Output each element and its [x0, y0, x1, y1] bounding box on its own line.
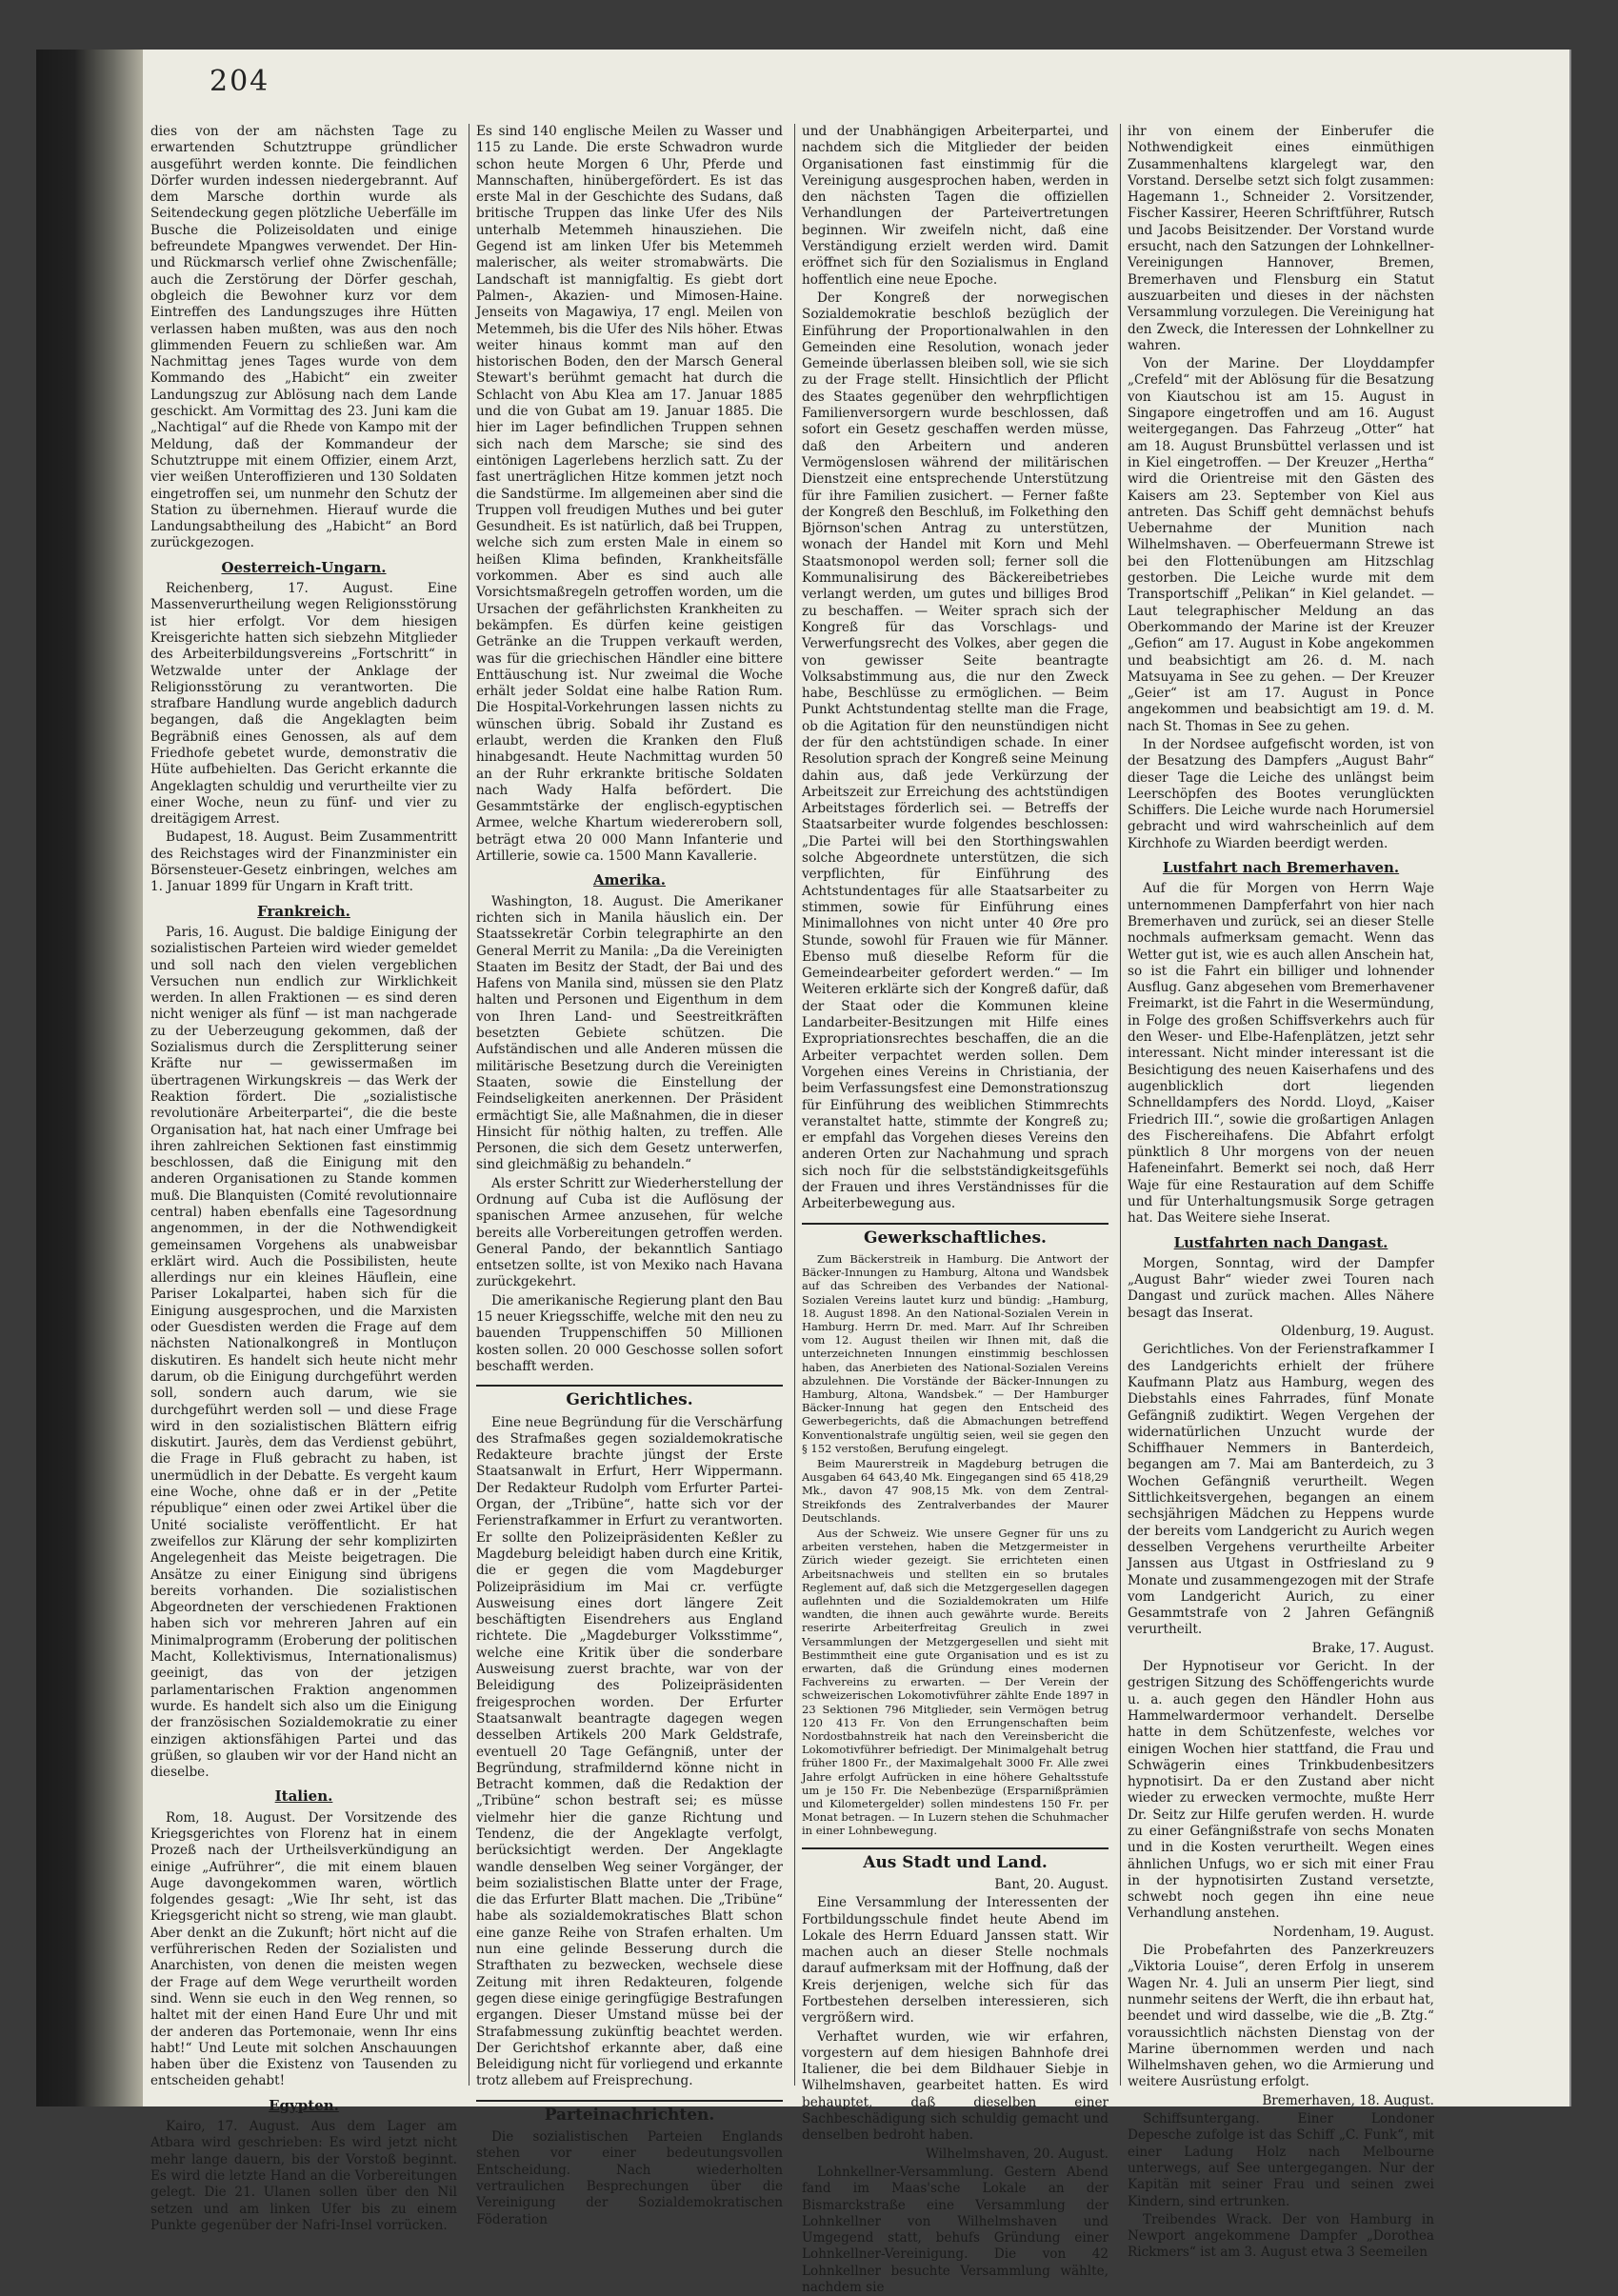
- article-text: Gerichtliches. Von der Ferienstrafkammer I des Landgerichts erhielt der frühere Kaufmann Platz aus Hamburg, wegen des Diebstahls eines Fahrrades, fünf Monate Gefängniß zudiktirt. Wegen Vergehen der widernatürlichen Unzucht wurde der Schiffhauer Nemmers in Banterdeich, begangen am 7. Mai am Banterdeich, zu 3 Wochen Gefängniß verurtheilt. Wegen Sittlichkeitsvergehen, begangen an einem sechsjährigen Mädchen zu Heppens wurde der bereits vom Landgericht zu Aurich wegen desselben Vergehens verurtheilte Arbeiter Janssen aus Utgast in Ostfriesland zu 9 Monate und zusammengezogen mit der Strafe vom Landgericht Aurich, zu einer Gesammtstrafe von 2 Jahren Gefängniß verurtheilt.: [1128, 1342, 1434, 1638]
- article-text: Eine Versammlung der Interessenten der Fortbildungsschule findet heute Abend im Lokale des Herrn Eduard Janssen statt. Wir machen auch an dieser Stelle nochmals darauf aufmerksam mit der Hoffnung, daß der Kreis derjenigen, welche sich für das Fortbestehen derselben interessieren, sich vergrößern wird.: [802, 1895, 1109, 2026]
- newspaper-page: [143, 50, 1571, 2296]
- dateline: Brake, 17. August.: [1311, 1640, 1434, 1656]
- article-text: dies von der am nächsten Tage zu erwartenden Schutztruppe gründlicher ausgeführt werden konnte. Die feindlichen Dörfer wurden indessen niedergebrannt. Auf dem Marsche dorthin wurde als Seitendeckung gegen plötzliche Ueberfälle im Busche die Polizeisoldaten und einige befreundete Mpangwes verwendet. Der Hin- und Rückmarsch verlief ohne Zwischenfälle; auch die Zerstörung der Dörfer geschah, obgleich die Bewohner kurz vor dem Eintreffen des Landungszuges ihre Hütten verlassen haben mußten, was aus den noch glimmenden Feuern zu schließen war. Am Nachmittag jenes Tages wurde von dem Kommando des „Habicht“ ein zweiter Landungszug zur Ablösung nach dem Lande geschickt. Am Vormittag des 23. Juni kam die „Nachtigal“ auf die Rhede von Kampo mit der Meldung, daß der Kommandeur der Schutztruppe mit einem Offizier, einem Arzt, vier weißen Unteroffizieren und 130 Soldaten eingetroffen sei, um nunmehr den Schutz der Station zu übernehmen. Hierauf wurde die Landungsabtheilung des „Habicht“ an Bord zurückgezogen.: [150, 124, 457, 551]
- article-text: Verhaftet wurden, wie wir erfahren, vorgestern auf dem hiesigen Bahnhofe drei Italiener, die bei dem Bildhauer Siebje in Wilhelmshaven, gearbeitet hatten. Es wird behauptet, daß dieselben einer Sachbeschädigung sich schuldig gemacht und denselben bedroht haben.: [802, 2028, 1109, 2144]
- article-text: Washington, 18. August. Die Amerikaner richten sich in Manila häuslich ein. Der Staatssekretär Corbin telegraphirte an den General Merrit zu Manila: „Da die Vereinigten Staaten im Besitz der Stadt, der Bai und des Hafens von Manila sind, müssen sie den Platz halten und Personen und Eigenthum in dem von Ihren Land- und Seestreitkräften besetzten Gebiete schützen. Die Aufständischen und alle Anderen müssen die militärische Besetzung durch die Vereinigten Staaten, sowie die Einstellung der Feindseligkeiten anerkennen. Der Präsident ermächtigt Sie, alle Maßnahmen, die in dieser Hinsicht für nöthig halten, zu treffen. Alle Personen, die sich dem Gesetz unterwerfen, sind gleichmäßig zu behandeln.“: [476, 893, 783, 1173]
- article-text: Es sind 140 englische Meilen zu Wasser und 115 zu Lande. Die erste Schwadron wurde schon heute Morgen 6 Uhr, Pferde und Mannschaften, hinübergefördert. Es ist das erste Mal in der Geschichte des Sudans, daß britische Truppen das linke Ufer des Nils unterhalb Metemmeh hinausziehen. Die Gegend ist am linken Ufer bis Metemmeh malerischer, als weiter stromabwärts. Die Landschaft ist mannigfaltig. Es giebt dort Palmen-, Akazien- und Mimosen-Haine. Jenseits von Magawiya, 17 engl. Meilen von Metemmeh, bis die Ufer des Nils höher. Etwas weiter hinaus kommt man auf den historischen Boden, den der Marsch General Stewart's berühmt gemacht hat durch die Schlacht von Abu Klea am 17. Januar 1885 und die von Gubat am 19. Januar 1885. Die hier im Lager befindlichen Truppen sehnen sich nach dem Marsche; sie sind des eintönigen Lagerlebens herzlich satt. Zu der fast unerträglichen Hitze kommen jetzt noch die Sandstürme. Im allgemeinen aber sind die Truppen voll freudigen Muthes und bei guter Gesundheit. Es ist natürlich, daß bei Truppen, welche sich zum ersten Male in einem so heißen Klima befinden, Krankheitsfälle vorkommen. Aber es sind auch alle Vorsichtsmaßregeln getroffen worden, um die Ursachen der gefährlichsten Krankheiten zu bekämpfen. Es dürfen keine geistigen Getränke an die Truppen verkauft werden, was für die griechischen Händler eine bittere Enttäuschung ist. Nur zweimal die Woche erhält jeder Soldat eine halbe Ration Rum. Die Hospital-Vorkehrungen lassen nichts zu wünschen übrig. Sobald ihr Zustand es erlaubt, werden die Kranken den Fluß hinabgesandt. Heute Nachmittag wurden 50 an der Ruhr erkrankte britische Soldaten nach Wady Halfa befördert. Die Gesammtstärke der englisch-egyptischen Armee, welche Khartum wiedererobern soll, beträgt etwa 20 000 Mann Infanterie und Artillerie, sowie ca. 1500 Mann Kavallerie.: [476, 124, 783, 865]
- section-heading: Lustfahrten nach Dangast.: [1173, 1233, 1388, 1251]
- section-heading: Gewerkschaftliches.: [802, 1223, 1109, 1247]
- article-text: Schiffsuntergang. Einer Londoner Depesche zufolge ist das Schiff „C. Funk“, mit einer Ladung Holz nach Melbourne unterwegs, auf See untergegangen. Nur der Kapitän mit seiner Frau und seinen zwei Kindern, sind ertrunken.: [1128, 2111, 1434, 2209]
- article-text: Die amerikanische Regierung plant den Bau 15 neuer Kriegsschiffe, welche mit den neu zu bauenden Truppenschiffen 50 Millionen kosten sollen. 20 000 Geschosse sollen sofort beschafft werden.: [476, 1292, 783, 1374]
- column-3: [802, 124, 1109, 2296]
- dateline: Bremerhaven, 18. August.: [1262, 2092, 1434, 2108]
- article-text: ihr von einem der Einberufer die Nothwendigkeit eines einmüthigen Zusammenhaltens klargelegt war, den Vorstand. Derselbe setzt sich folgt zusammen: Hagemann 1., Schneider 2. Vorsitzender, Fischer Kassirer, Heeren Schriftführer, Rutsch und Jacobs Beisitzender. Der Vorstand wurde ersucht, nach den Satzungen der Lohnkellner-Vereinigungen Hannover, Bremen, Bremerhaven und Flensburg ein Statut auszuarbeiten und dieses in der nächsten Versammlung vorzulegen. Die Vereinigung hat den Zweck, die Interessen der Lohnkellner zu wahren.: [1128, 124, 1434, 353]
- section-heading: Gerichtliches.: [476, 1385, 783, 1408]
- article-text: Rom, 18. August. Der Vorsitzende des Kriegsgerichtes von Florenz hat in einem Prozeß nach der Urtheilsverkündigung an einige „Aufrührer“, die mit einem blauen Auge davongekommen waren, wörtlich folgendes gesagt: „Wie Ihr seht, ist das Kriegsgericht nicht so streng, wie man glaubt. Aber denkt an die Zukunft; hört nicht auf die verführerischen Reden der Sozialisten und Anarchisten, von denen die meisten wegen der Frage auf dem Wege verurtheilt worden sind. Wenn sie euch in den Weg rennen, so haltet mit der einen Hand Eure Uhr und mit der anderen das Portemonaie, wenn Ihr eins habt!“ Und Leute mit solchen Anschauungen haben über die Existenz von Tausenden zu entscheiden gehabt!: [150, 1809, 457, 2089]
- book-binding-edge: [36, 50, 146, 2106]
- article-text: In der Nordsee aufgefischt worden, ist von der Besatzung des Dampfers „August Bahr“ dieser Tage die Leiche des unlängst beim Leerschöpfen des Bootes verunglückten Schiffers. Die Leiche wurde nach Horumersiel gebracht und wird wahrscheinlich auf dem Kirchhofe zu Wiarden beerdigt werden.: [1128, 736, 1434, 851]
- article-text: Treibendes Wrack. Der von Hamburg in Newport angekommene Dampfer „Dorothea Rickmers“ ist am 3. August etwa 3 Seemeilen: [1128, 2211, 1434, 2261]
- article-text: Aus der Schweiz. Wie unsere Gegner für uns zu arbeiten verstehen, haben die Metzgermeister in Zürich wieder gezeigt. Sie errichteten einen Arbeitsnachweis und stellten ein so brutales Reglement auf, daß sich die Metzgergesellen dagegen auflehnten und die Sozialdemokraten um Hilfe wandten, die ihnen auch gewährte wurde. Bereits reserirte Arbeiterfreitag Greulich in zwei Versammlungen der Metzgergesellen und sieht mit Bestimmtheit eine gute Organisation und es ist zu erwarten, daß die Gründung eines modernen Fachvereins zu erwarten. — Der Verein der schweizerischen Lokomotivführer zählte Ende 1897 in 23 Sektionen 796 Mitglieder, sein Vermögen betrug 120 413 Fr. Von den Errungenschaften beim Nordostbahnstreik hat nach den Vereinsbericht die Lokomotivführer befriedigt. Der Minimalgehalt betrug früher 1800 Fr., der Maximalgehalt 3000 Fr. Alle zwei Jahre erfolgt Aufrücken in eine höhere Gehaltsstufe um je 150 Fr. Die Nebenbezüge (Ersparnißprämien und Kilometergelder) sollen mindestens 150 Fr. per Monat betragen. — In Luzern stehen die Schuhmacher in einer Lohnbewegung.: [802, 1526, 1109, 1838]
- article-text: Paris, 16. August. Die baldige Einigung der sozialistischen Parteien wird wieder gemeldet und soll nach den vielen vergeblichen Versuchen nun endlich zur Wirklichkeit werden. In allen Fraktionen — es sind deren nicht weniger als fünf — ist man nachgerade zu der Ueberzeugung gekommen, daß der Sozialismus durch die Zersplitterung seiner Kräfte nur — gewissermaßen im übertragenen Wirkungskreis — das Werk der Reaktion fördert. Die „sozialistische revolutionäre Arbeiterpartei“, die die beste Organisation hat, hat nach einer Umfrage bei ihren zahlreichen Sektionen fast einstimmig beschlossen, daß die Einigung mit den anderen Organisationen zu Stande kommen muß. Die Blanquisten (Comité revolutionnaire central) haben ebenfalls eine Tagesordnung angenommen, in der die Nothwendigkeit gemeinsamen Vorgehens als unabweisbar erklärt wird. Auch die Possibilisten, heute allerdings nur ein kleines Häuflein, eine Pariser Lokalpartei, haben sich für die Einigung ausgesprochen, und die Marxisten oder Guesdisten werden die Frage auf dem nächsten Nationalkongreß in Montluçon diskutiren. Es handelt sich heute nicht mehr darum, ob die Einigung durchgeführt werden soll, sondern auch darum, wie sie durchgeführt werden soll — und diese Frage wird in den sozialistischen Blättern eifrig diskutirt. Jaurès, dem das Verdienst gebührt, die Frage in Fluß gebracht zu haben, ist unermüdlich in der Debatte. Es vergeht kaum eine Woche, ohne daß er in der „Petite république“ einen oder zwei Artikel über die Unité socialiste veröffentlicht. Er hat zweifellos zur Klärung der sehr komplizirten Angelegenheit das Meiste beigetragen. Die Ansätze zu einer Einigung sind übrigens bereits vorhanden. Die sozialistischen Abgeordneten der verschiedenen Fraktionen haben sich vor mehreren Jahren auf ein Minimalprogramm (Eroberung der politischen Macht, Kollektivismus, Internationalismus) geeinigt, das von der jetzigen parlamentarischen Fraktion angenommen wurde. Es handelt sich also um die Einigung der französischen Sozialdemokratie zu einer einzigen aktionsfähigen Partei und das grüßen, so glauben wir vor der Hand nicht an dieselbe.: [150, 924, 457, 1781]
- article-text: Zum Bäckerstreik in Hamburg. Die Antwort der Bäcker-Innungen zu Hamburg, Altona und Wandsbek auf das Schreiben des Verbandes der National-Sozialen Vereins lautet kurz und bündig: „Hamburg, 18. August 1898. An den National-Sozialen Verein in Hamburg. Herrn Dr. med. Marr. Auf Ihr Schreiben vom 12. August theilen wir Ihnen mit, daß die unterzeichneten Innungen einstimmig beschlossen haben, das Anerbieten des National-Sozialen Vereins abzulehnen. Die Vorstände der Bäcker-Innungen zu Hamburg, Altona, Wandsbek.“ — Der Hamburger Bäcker-Innung hat gegen den Entscheid des Gewerbegerichts, daß die Abmachungen betreffend Konventionalstrafe ungültig seien, weil sie gegen den § 152 verstoßen, Berufung eingelegt.: [802, 1251, 1109, 1455]
- article-text: Als erster Schritt zur Wiederherstellung der Ordnung auf Cuba ist die Auflösung der spanischen Armee anzusehen, für welche bereits alle Vorbereitungen getroffen werden. General Pando, der bekanntlich Santiago entsetzen sollte, ist von Mexiko nach Havana zurückgekehrt.: [476, 1175, 783, 1290]
- article-text: Lohnkellner-Versammlung. Gestern Abend fand im Maas'sche Lokale an der Bismarckstraße eine Versammlung der Lohnkellner von Wilhelmshaven und Umgegend statt, behufs Gründung einer Lohnkellner-Vereinigung. Die von 42 Lohnkellner besuchte Versammlung wählte, nachdem sie: [802, 2164, 1109, 2296]
- section-heading: Aus Stadt und Land.: [802, 1847, 1109, 1871]
- article-text: Reichenberg, 17. August. Eine Massenverurtheilung wegen Religionsstörung ist hier erfolgt. Vor dem hiesigen Kreisgerichte hatten sich siebzehn Mitglieder des Arbeiterbildungsvereins „Fortschritt“ in Wetzwalde unter der Anklage der Religionsstörung zu verantworten. Die strafbare Handlung wurde angeblich dadurch begangen, daß die Angeklagten beim Begräbniß eines Genossen, als auf dem Friedhofe gebetet wurde, demonstrativ die Hüte aufbehielten. Das Gericht erkannte die Angeklagten schuldig und verurtheilte vier zu einer Woche, neun zu fünf- und vier zu dreitägigem Arrest.: [150, 581, 457, 828]
- dateline: Oldenburg, 19. August.: [1280, 1324, 1434, 1340]
- dateline: Nordenham, 19. August.: [1272, 1924, 1434, 1940]
- article-text: Die sozialistischen Parteien Englands stehen vor einer bedeutungsvollen Entscheidung. Nach wiederholten vertraulichen Besprechungen über die Vereinigung der Sozialdemokratischen Föderation: [476, 2129, 783, 2227]
- column-2: [476, 124, 783, 2227]
- page-number: 204: [210, 65, 270, 98]
- article-text: Budapest, 18. August. Beim Zusammentritt des Reichstages wird der Finanzminister ein Börsensteuer-Gesetz einbringen, welches am 1. Januar 1899 für Ungarn in Kraft tritt.: [150, 829, 457, 895]
- article-text: Beim Maurerstreik in Magdeburg betrugen die Ausgaben 64 643,40 Mk. Eingegangen sind 65 418,29 Mk., davon 47 908,15 Mk. von dem Zentral-Streikfonds des Zentralverbandes der Maurer Deutschlands.: [802, 1456, 1109, 1525]
- section-heading: Egypten.: [269, 2096, 339, 2114]
- section-heading: Italien.: [274, 1787, 333, 1806]
- column-4: [1128, 124, 1434, 2261]
- column-divider: [794, 124, 795, 2086]
- section-heading: Frankreich.: [257, 902, 350, 920]
- section-heading: Lustfahrt nach Bremerhaven.: [1162, 859, 1400, 877]
- dateline: Wilhelmshaven, 20. August.: [925, 2146, 1109, 2162]
- article-text: Die Probefahrten des Panzerkreuzers „Viktoria Louise“, deren Erfolg in unserem Wagen Nr. 4. Juli an unserm Pier liegt, sind nunmehr seitens der Werft, die ihn erbaut hat, beendet und wird dasselbe, wie die „B. Ztg.“ voraussichtlich nächsten Dienstag von der Marine übernommen werden und nach Wilhelmshaven gehen, wo die Armierung und weitere Ausrüstung erfolgt.: [1128, 1943, 1434, 2090]
- article-text: Von der Marine. Der Lloyddampfer „Crefeld“ mit der Ablösung für die Besatzung von Kiautschou ist am 15. August in Singapore eingetroffen und am 16. August weitergegangen. Das Fahrzeug „Otter“ hat am 18. August Brunsbüttel verlassen und ist in Kiel eingetroffen. — Der Kreuzer „Hertha“ wird die Orientreise mit den Gästen des Kaisers am 23. September von Kiel aus antreten. Das Schiff geht demnächst behufs Uebernahme der Munition nach Wilhelmshaven. — Oberfeuermann Strewe ist bei den Flottenübungen am Hitzschlag gestorben. Die Leiche wurde mit dem Transportschiff „Pelikan“ in Kiel gelandet. — Laut telegraphischer Meldung an das Oberkommando der Marine ist der Kreuzer „Gefion“ am 17. August in Kobe angekommen und beabsichtigt am 26. d. M. nach Matsuyama in See zu gehen. — Der Kreuzer „Geier“ ist am 17. August in Ponce angekommen und beabsichtigt am 19. d. M. nach St. Thomas in See zu gehen.: [1128, 356, 1434, 734]
- column-divider: [1120, 124, 1121, 2086]
- article-text: Der Hypnotiseur vor Gericht. In der gestrigen Sitzung des Schöffengerichts wurde u. a. auch gegen den Händler Hohn aus Hammelwardermoor verhandelt. Derselbe hatte in dem Schützenfeste, welches vor einigen Wochen hier stattfand, die Frau und Schwägerin eines Trinkbudenbesitzers hypnotisirt. Da er den Zustand aber nicht wieder zu erwecken vermochte, mußte Herr Dr. Seitz zur Hilfe gerufen werden. H. wurde zu einer Gefängnißstrafe von sechs Monaten und in die Kosten verurtheilt. Wegen eines ähnlichen Unfugs, wo er sich mit einer Frau in der hypnotisirten Zustand versetzte, schwebt noch gegen ihn eine neue Verhandlung anstehen.: [1128, 1659, 1434, 1922]
- section-heading: Parteinachrichten.: [476, 2100, 783, 2124]
- article-text: Kairo, 17. August. Aus dem Lager am Atbara wird geschrieben: Es wird jetzt nicht mehr lange dauern, bis der Vorstoß beginnt. Es wird die letzte Hand an die Vorbereitungen gelegt. Die 21. Ulanen sollen über den Nil setzen und am linken Ufer bis zu einem Punkte gegenüber der Nafri-Insel vorrücken.: [150, 2119, 457, 2233]
- dateline: Bant, 20. August.: [994, 1876, 1109, 1892]
- article-text: Eine neue Begründung für die Verschärfung des Strafmaßes gegen sozialdemokratische Redakteure brachte jüngst der Erste Staatsanwalt in Erfurt, Herr Wippermann. Der Redakteur Rudolph vom Erfurter Partei-Organ, der „Tribüne“, hatte sich vor der Ferienstrafkammer in Erfurt zu verantworten. Er sollte den Polizeipräsidenten Keßler zu Magdeburg beleidigt haben durch eine Kritik, die er gegen die vom Magdeburger Polizeipräsidium im Mai cr. verfügte Ausweisung eines dort längere Zeit beschäftigten Eisendrehers aus England richtete. Die „Magdeburger Volksstimme“, welche eine Kritik über die sonderbare Ausweisung zuerst brachte, war von der Beleidigung des Polizeipräsidenten freigesprochen worden. Der Erfurter Staatsanwalt beantragte dagegen wegen desselben Artikels 200 Mark Geldstrafe, eventuell 20 Tage Gefängniß, unter der Begründung, strafmildernd könne nicht in Betracht kommen, daß die Redaktion der „Tribüne“ schon bestraft sei; es müsse vielmehr hier die ganze Richtung und Tendenz, die der Angeklagte verfolgt, berücksichtigt werden. Der Angeklagte wandle denselben Weg seiner Vorgänger, der beim sozialistischen Blatte unter der Frage, die das Erfurter Blatt machen. Die „Tribüne“ habe als sozialdemokratisches Blatt schon eine ganze Reihe von Strafen erhalten. Um nun eine gelinde Besserung durch die Strafthaten zu bezwecken, wechsele diese Zeitung mit ihren Redakteuren, folgende gegen diese einige geringfügige Bestrafungen ergangen. Dieser Umstand müsse bei der Strafabmessung zukünftig beachtet werden. Der Gerichtshof erkannte aber, daß eine Beleidigung nicht für vorliegend und erkannte trotz allebem auf Freisprechung.: [476, 1414, 783, 2089]
- article-text: Morgen, Sonntag, wird der Dampfer „August Bahr“ wieder zwei Touren nach Dangast und zurück machen. Alles Nähere besagt das Inserat.: [1128, 1255, 1434, 1321]
- article-text: und der Unabhängigen Arbeiterpartei, und nachdem sich die Mitglieder der beiden Organisationen fast einstimmig für die Vereinigung ausgesprochen haben, werden in den nächsten Tagen die offiziellen Verhandlungen der Parteivertretungen beginnen. Wir zweifeln nicht, daß eine Verständigung erzielt werden wird. Damit eröffnet sich für den Sozialismus in England hoffentlich eine neue Epoche.: [802, 124, 1109, 288]
- section-heading: Oesterreich-Ungarn.: [221, 558, 387, 576]
- section-heading: Amerika.: [593, 871, 666, 889]
- column-1: [150, 124, 457, 2233]
- article-text: Auf die für Morgen von Herrn Waje unternommenen Dampferfahrt von hier nach Bremerhaven und zurück, sei an dieser Stelle nochmals aufmerksam gemacht. Wenn das Wetter gut ist, wie es auch allen Anschein hat, so ist die Fahrt ein billiger und lohnender Ausflug. Ganz abgesehen vom Bremerhavener Freimarkt, ist die Fahrt in die Wesermündung, in Folge des großen Schiffsverkehrs auch für den Weser- und Elbe-Hafenplätzen, jetzt sehr interessant. Nicht minder interessant ist die Besichtigung des neuen Kaiserhafens und des augenblicklich dort liegenden Schnelldampfers des Nordd. Lloyd, „Kaiser Friedrich III.“, sowie die großartigen Anlagen des Fischereihafens. Die Abfahrt erfolgt pünktlich 8 Uhr morgens von der neuen Hafeneinfahrt. Bemerkt sei noch, daß Herr Waje für eine Restauration auf dem Schiffe und für Unterhaltungsmusik Sorge getragen hat. Das Weitere siehe Inserat.: [1128, 881, 1434, 1227]
- article-text: Der Kongreß der norwegischen Sozialdemokratie beschloß bezüglich der Einführung der Proportionalwahlen in den Gemeinden eine Resolution, wonach jeder Gemeinde überlassen bleiben soll, wie sie sich zu der Frage stellt. Hinsichtlich der Pflicht des Staates gegenüber den wehrpflichtigen Familienversorgern wurde beschlossen, daß sofort ein Gesetz geschaffen werden müsse, daß den Arbeitern und anderen Vermögenslosen während der militärischen Dienstzeit eine entsprechende Unterstützung für ihre Familien zusichert. — Ferner faßte der Kongreß den Beschluß, im Folkething den Björnson'schen Antrag zu unterstützen, wonach der Handel mit Korn und Mehl Staatsmonopol werden soll; ferner soll die Kommunalisirung des Bäckereibetriebes verlangt werden, um gutes und billiges Brod zu beschaffen. — Weiter sprach sich der Kongreß für das Vorschlags- und Verwerfungsrecht des Volkes, aber gegen die von gewisser Seite beantragte Volksabstimmung aus, die nur den Zweck habe, Beschlüsse zu ermöglichen. — Beim Punkt Achtstundentag stellte man die Frage, ob die Agitation für den neunstündigen nicht der für den achtstündigen schade. In einer Resolution sprach der Kongreß seine Meinung dahin aus, daß jede Verkürzung der Arbeitszeit zur Erreichung des achtstündigen Arbeitstages förderlich sei. — Betreffs der Staatsarbeiter wurde folgendes beschlossen: „Die Partei will bei den Storthingswahlen solche Abgeordnete unterstützen, die sich verpflichten, für Einführung des Achtstundentages für alle Staatsarbeiter zu stimmen, sowie für Einführung eines Minimallohnes von nicht unter 40 Øre pro Stunde, sowohl für Frauen wie für Männer. Ebenso muß dieselbe Reform für die Gemeindearbeiter gefordert werden.“ — Im Weiteren erklärte sich der Kongreß dafür, daß der Staat oder die Kommunen kleine Landarbeiter-Besitzungen mit Hilfe eines Expropriationsrechtes beschaffen, die an die Arbeiter verpachtet werden sollen. Dem Vorgehen eines Vereins in Christiania, der beim Verfassungsfest eine Demonstrationszug für Einführung des weiblichen Stimmrechts veranstaltet hatte, stimmte der Kongreß zu; er empfahl das Vorgehen dieses Vereins den anderen Orten zur Nachahmung und sprach sich noch für die selbstständigkeitsgefühls der Frauen und ihres Verständnisses für die Arbeiterbewegung aus.: [802, 289, 1109, 1212]
